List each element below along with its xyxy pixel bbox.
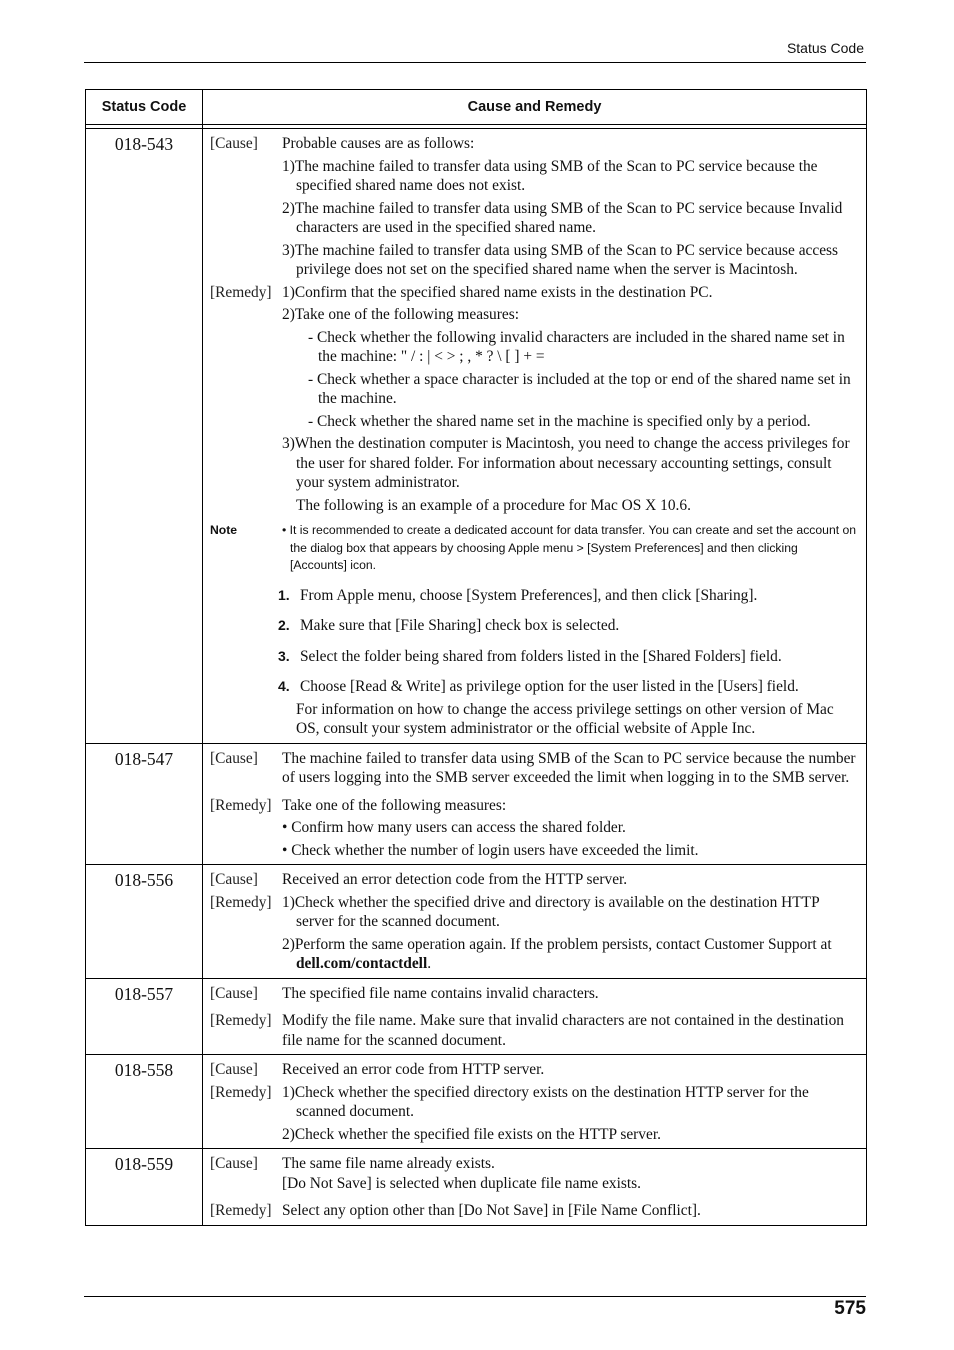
support-link[interactable]: dell.com/contactdell — [296, 955, 428, 972]
bullet-item: • Confirm how many users can access the shared folder. — [282, 819, 626, 836]
remedy-text: Select any option other than [Do Not Save] in [File Name Conflict]. — [282, 1202, 701, 1219]
after-steps-text: For information on how to change the access privilege settings on other version of Mac OS, consult your system administrator or the official website of Apple Inc. — [296, 700, 834, 737]
cause-text: Received an error code from HTTP server. — [282, 1061, 545, 1078]
cause-text: Received an error detection code from the HTTP server. — [282, 871, 628, 888]
remedy-label: [Remedy] — [210, 1012, 272, 1029]
table-row — [86, 1055, 867, 1149]
column-header-status-code: Status Code — [86, 90, 203, 125]
status-code: 018-556 — [86, 865, 203, 979]
cause-text-continued: [Do Not Save] is selected when duplicate file name exists. — [282, 1174, 642, 1192]
table-row — [86, 978, 867, 1055]
procedure-step — [278, 647, 858, 667]
remedy-text: 1)Check whether the specified directory exists on the destination HTTP server for the scanned document. — [282, 1083, 809, 1120]
cause-text: The machine failed to transfer data using SMB of the Scan to PC service because the number of users logging into the SMB server exceeded the limit when logging in to the SMB server. — [282, 749, 856, 786]
cause-item: 1)The machine failed to transfer data using SMB of the Scan to PC service because the specified shared name does not exist. — [282, 157, 818, 194]
dash-item: - Check whether a space character is included at the top or end of the shared name set in the machine. — [308, 370, 851, 407]
cause-label: [Cause] — [210, 749, 258, 767]
status-code: 018-559 — [86, 1149, 203, 1226]
column-header-cause-remedy: Cause and Remedy — [203, 90, 867, 125]
status-code: 018-547 — [86, 743, 203, 865]
cause-remedy-cell — [203, 1149, 867, 1226]
table-header-row — [86, 90, 867, 125]
cause-label: [Cause] — [210, 135, 258, 152]
remedy-text: 1)Check whether the specified drive and directory is available on the destination HTTP server for the scanned document. — [282, 893, 820, 930]
remedy-text: Modify the file name. Make sure that invalid characters are not contained in the destination file name for the scanned document. — [282, 1012, 844, 1049]
remedy-text: 1)Confirm that the specified shared name exists in the destination PC. — [282, 283, 713, 301]
note-block — [210, 522, 858, 575]
cause-label: [Cause] — [210, 1155, 258, 1172]
cause-text: The specified file name contains invalid characters. — [282, 984, 599, 1002]
step-text: Make sure that [File Sharing] check box is selected. — [300, 617, 620, 634]
cause-label: [Cause] — [210, 984, 258, 1002]
remedy-text: Take one of the following measures: — [282, 796, 507, 814]
cause-remedy-cell — [203, 978, 867, 1055]
cause-text: Probable causes are as follows: — [282, 135, 475, 152]
status-code-table — [85, 89, 867, 1226]
step-text: From Apple menu, choose [System Preferences], and then click [Sharing]. — [300, 586, 758, 604]
table-row — [86, 743, 867, 865]
remedy-label: [Remedy] — [210, 283, 272, 301]
bullet-item: • Check whether the number of login users have exceeded the limit. — [282, 841, 699, 859]
cause-item: 2)The machine failed to transfer data using SMB of the Scan to PC service because Invalid characters are used in the specified shared name. — [282, 199, 843, 236]
remedy-label: [Remedy] — [210, 796, 272, 814]
remedy-item: 2)Check whether the specified file exists on the HTTP server. — [282, 1125, 661, 1143]
procedure-step — [278, 616, 858, 636]
step-text: Select the folder being shared from folders listed in the [Shared Folders] field. — [300, 647, 782, 665]
remedy-label: [Remedy] — [210, 893, 272, 911]
procedure-step — [278, 677, 858, 697]
cause-remedy-cell — [203, 1055, 867, 1149]
table-row — [86, 129, 867, 744]
cause-label: [Cause] — [210, 1061, 258, 1078]
step-number: 3. — [278, 647, 290, 664]
header-rule — [84, 62, 866, 63]
example-text: The following is an example of a procedure for Mac OS X 10.6. — [296, 496, 691, 514]
step-number: 4. — [278, 678, 290, 694]
table-row — [86, 865, 867, 979]
remedy-text: 2)Perform the same operation again. If the problem persists, contact Customer Support at — [282, 935, 832, 953]
remedy-text: . — [427, 955, 432, 972]
footer-rule — [84, 1296, 866, 1297]
note-text: • It is recommended to create a dedicated account for data transfer. You can create and set the account on the dialog box that appears by choosing Apple menu > [System Preferences] and then clicking [Accounts] icon. — [282, 523, 857, 572]
remedy-label: [Remedy] — [210, 1083, 272, 1101]
step-number: 1. — [278, 586, 290, 603]
remedy-item: 3)When the destination computer is Macintosh, you need to change the access privileges for the user for shared folder. For information about necessary accounting settings, consult your system administrator. — [282, 435, 850, 491]
cause-remedy-cell — [203, 129, 867, 744]
page-number: 575 — [834, 1298, 866, 1319]
dash-item: - Check whether the shared name set in the machine is specified only by a period. — [308, 412, 811, 430]
step-number: 2. — [278, 617, 290, 633]
remedy-item — [282, 935, 858, 974]
cause-text: The same file name already exists. — [282, 1155, 495, 1172]
remedy-item: 2)Take one of the following measures: — [282, 306, 519, 323]
step-text: Choose [Read & Write] as privilege option for the user listed in the [Users] field. — [300, 678, 799, 695]
status-code: 018-557 — [86, 978, 203, 1055]
procedure-step — [278, 586, 858, 606]
cause-remedy-cell — [203, 743, 867, 865]
status-code: 018-543 — [86, 129, 203, 744]
remedy-label: [Remedy] — [210, 1202, 272, 1219]
status-code: 018-558 — [86, 1055, 203, 1149]
cause-remedy-cell — [203, 865, 867, 979]
dash-item: - Check whether the following invalid characters are included in the shared name set in the machine: " / : | < > ; , * ? \ [ ] + = — [308, 328, 845, 365]
table-row — [86, 1149, 867, 1226]
note-label: Note — [210, 523, 238, 537]
cause-label: [Cause] — [210, 871, 258, 888]
cause-item: 3)The machine failed to transfer data using SMB of the Scan to PC service because access privilege does not set on the specified shared name when the server is Macintosh. — [282, 241, 839, 278]
running-header: Status Code — [786, 40, 864, 56]
